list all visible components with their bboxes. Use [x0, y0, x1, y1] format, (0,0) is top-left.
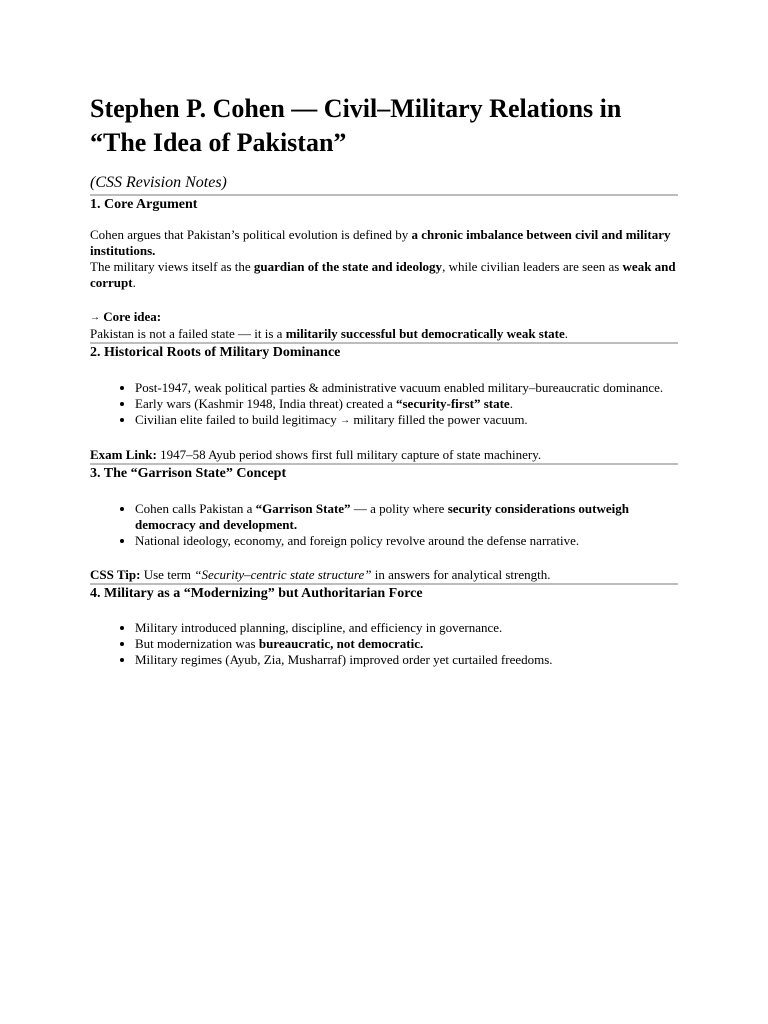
text-run: Use term: [140, 567, 195, 582]
exam-link-label: Exam Link:: [90, 447, 157, 462]
core-idea-text: [90, 326, 678, 342]
text-run: .: [132, 275, 136, 290]
text-run: — a polity where: [350, 501, 448, 516]
text-run: in answers for analytical strength.: [371, 567, 551, 582]
list-item: [135, 636, 678, 652]
list-item: • Post-1947, weak political parties & administrative vacuum enabled military–bureaucratic dominance.: [135, 380, 678, 396]
section-heading-historical-roots: 2. Historical Roots of Military Dominance: [90, 345, 341, 360]
text-run: Cohen argues that Pakistan’s political evolution is defined by: [90, 227, 412, 242]
bold-text-run: Core idea:: [100, 309, 162, 324]
text-run: Early wars (Kashmir 1948, India threat) created a: [135, 396, 396, 411]
document-title: Stephen P. Cohen — Civil–Military Relations in “The Idea of Pakistan”: [90, 94, 622, 157]
list-item: • Military regimes (Ayub, Zia, Musharraf) improved order yet curtailed freedoms.: [135, 652, 678, 668]
right-arrow-icon: →: [340, 415, 351, 426]
section-heading-core-argument: 1. Core Argument: [90, 197, 198, 212]
bold-text-run: bureaucratic, not democratic.: [258, 636, 424, 651]
bold-text-run: militarily successful but democratically weak state: [285, 326, 565, 341]
text-run: 1947–58 Ayub period shows first full military capture of state machinery.: [156, 447, 542, 462]
list-item: • National ideology, economy, and foreign policy revolve around the defense narrative.: [135, 533, 678, 549]
text-run: Cohen calls Pakistan a: [135, 501, 256, 516]
bold-text-run: weak and corrupt: [90, 259, 676, 290]
text-run: .: [509, 396, 513, 411]
css-tip-label: CSS Tip:: [90, 567, 141, 582]
list-item: • Military introduced planning, discipline, and efficiency in governance.: [135, 620, 678, 636]
bold-text-run: guardian of the state and ideology: [253, 259, 443, 274]
historical-roots-list: [90, 380, 678, 429]
modernizing-force-list: [90, 620, 678, 668]
list-item: [135, 412, 678, 429]
right-arrow-icon: →: [90, 312, 100, 323]
exam-link-note: [90, 447, 678, 463]
core-argument-paragraph: [90, 227, 678, 259]
list-item: [135, 396, 678, 412]
text-run: military filled the power vacuum.: [350, 412, 528, 427]
text-run: But modernization was: [135, 636, 259, 651]
text-run: The military views itself as the: [90, 259, 254, 274]
bold-text-run: security considerations outweigh democracy and development.: [135, 501, 629, 532]
list-item: [135, 501, 678, 533]
military-view-paragraph: [90, 259, 678, 291]
italic-text-run: “Security–centric state structure”: [194, 567, 372, 582]
text-run: Pakistan is not a failed state — it is a: [90, 326, 286, 341]
bold-text-run: “security-first” state: [395, 396, 510, 411]
garrison-state-list: [90, 501, 678, 549]
css-tip-note: [90, 567, 678, 583]
document-subtitle: (CSS Revision Notes): [90, 174, 227, 191]
text-run: .: [564, 326, 569, 341]
core-idea-label: [90, 309, 678, 326]
bold-text-run: a chronic imbalance between civil and military institutions.: [90, 227, 671, 258]
section-heading-garrison-state: 3. The “Garrison State” Concept: [90, 466, 287, 481]
text-run: Civilian elite failed to build legitimacy: [135, 412, 341, 427]
text-run: , while civilian leaders are seen as: [442, 259, 623, 274]
bold-text-run: “Garrison State”: [255, 501, 351, 516]
section-heading-modernizing-force: 4. Military as a “Modernizing” but Authoritarian Force: [90, 586, 423, 601]
